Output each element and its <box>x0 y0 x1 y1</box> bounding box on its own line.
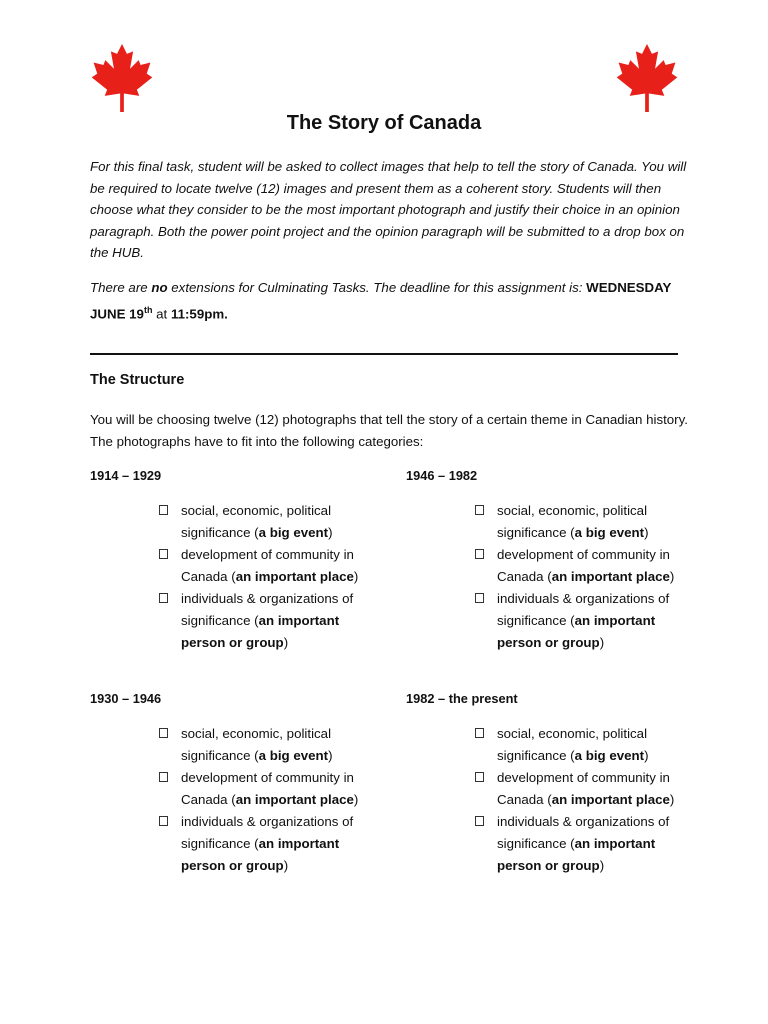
checkbox-icon <box>475 549 484 559</box>
category-text: ) <box>283 635 289 650</box>
category-emphasis: an important place <box>551 569 670 584</box>
period-label: 1930 – 1946 <box>90 691 162 706</box>
deadline-paragraph <box>90 277 690 325</box>
maple-leaf-icon <box>91 44 153 112</box>
structure-paragraph: You will be choosing twelve (12) photographs that tell the story of a certain theme in Canadian history. The photographs have to fit into the following categories: <box>90 412 688 449</box>
category-list <box>156 723 361 877</box>
category-text: individuals & organizations of significance ( <box>497 591 670 628</box>
section-heading: The Structure <box>90 372 185 388</box>
category-emphasis: a big event <box>574 748 645 763</box>
category-text: ) <box>599 635 605 650</box>
category-list <box>472 500 677 654</box>
checkbox-icon <box>159 728 168 738</box>
category-emphasis: an important place <box>551 792 670 807</box>
category-text: development of community in Canada ( <box>497 547 670 584</box>
category-text: individuals & organizations of significance ( <box>497 814 670 851</box>
checkbox-icon <box>159 593 168 603</box>
maple-leaf-icon <box>616 44 678 112</box>
list-item <box>156 723 361 767</box>
category-text: development of community in Canada ( <box>181 770 354 807</box>
deadline-time: 11:59pm. <box>170 306 228 322</box>
checkbox-icon <box>475 772 484 782</box>
category-emphasis: a big event <box>574 525 645 540</box>
list-item <box>472 723 677 767</box>
checkbox-icon <box>159 772 168 782</box>
category-text: social, economic, political significance ( <box>497 726 648 763</box>
category-text: development of community in Canada ( <box>497 770 670 807</box>
deadline-text: There are <box>90 280 152 295</box>
page-title: The Story of Canada <box>286 112 482 134</box>
category-emphasis: a big event <box>258 525 329 540</box>
category-emphasis: an important place <box>235 569 354 584</box>
category-text: ) <box>644 748 649 763</box>
deadline-text: extensions for Culminating Tasks. The deadline for this assignment is: <box>167 280 587 295</box>
period-label: 1982 – the present <box>406 691 518 706</box>
category-text: ) <box>599 858 605 873</box>
checkbox-icon <box>159 505 168 515</box>
category-text: social, economic, political significance ( <box>497 503 648 540</box>
category-text: social, economic, political significance ( <box>181 726 332 763</box>
deadline-at: at <box>152 306 171 322</box>
category-text: ) <box>328 525 333 540</box>
list-item <box>472 544 677 588</box>
list-item <box>472 588 677 654</box>
category-text: ) <box>669 569 675 584</box>
period-label: 1946 – 1982 <box>406 468 478 483</box>
category-list <box>472 723 677 877</box>
category-list <box>156 500 361 654</box>
category-text: ) <box>283 858 289 873</box>
list-item <box>156 544 361 588</box>
list-item <box>472 811 677 877</box>
list-item <box>156 811 361 877</box>
checkbox-icon <box>159 816 168 826</box>
deadline-no: no <box>151 280 168 295</box>
list-item <box>156 767 361 811</box>
deadline-date: WEDNESDAY JUNE 19 <box>90 280 672 322</box>
checkbox-icon <box>159 549 168 559</box>
category-text: ) <box>353 569 359 584</box>
divider <box>90 353 678 355</box>
list-item <box>472 500 677 544</box>
category-emphasis: an important person or group <box>497 613 656 650</box>
category-text: social, economic, political significance ( <box>181 503 332 540</box>
checkbox-icon <box>475 728 484 738</box>
checkbox-icon <box>475 593 484 603</box>
category-text: ) <box>353 792 359 807</box>
category-emphasis: an important person or group <box>181 613 340 650</box>
checkbox-icon <box>475 505 484 515</box>
checkbox-icon <box>475 816 484 826</box>
list-item <box>156 500 361 544</box>
intro-paragraph: For this final task, student will be asked to collect images that help to tell the story of Canada. You will be required to locate twelve (12) images and present them as a coherent story. Students will then choose what they consider to be the most important photograph and justify their choice in an opinion paragraph. Both the power point project and the opinion paragraph will be submitted to a drop box on the HUB. <box>90 159 687 260</box>
category-text: individuals & organizations of significance ( <box>181 814 354 851</box>
category-text: ) <box>328 748 333 763</box>
period-label: 1914 – 1929 <box>90 468 162 483</box>
list-item <box>472 767 677 811</box>
category-emphasis: an important person or group <box>181 836 340 873</box>
category-emphasis: an important place <box>235 792 354 807</box>
list-item <box>156 588 361 654</box>
deadline-date-suffix: th <box>143 305 153 315</box>
category-text: individuals & organizations of significance ( <box>181 591 354 628</box>
category-text: ) <box>644 525 649 540</box>
category-emphasis: an important person or group <box>497 836 656 873</box>
category-text: ) <box>669 792 675 807</box>
category-text: development of community in Canada ( <box>181 547 354 584</box>
category-emphasis: a big event <box>258 748 329 763</box>
